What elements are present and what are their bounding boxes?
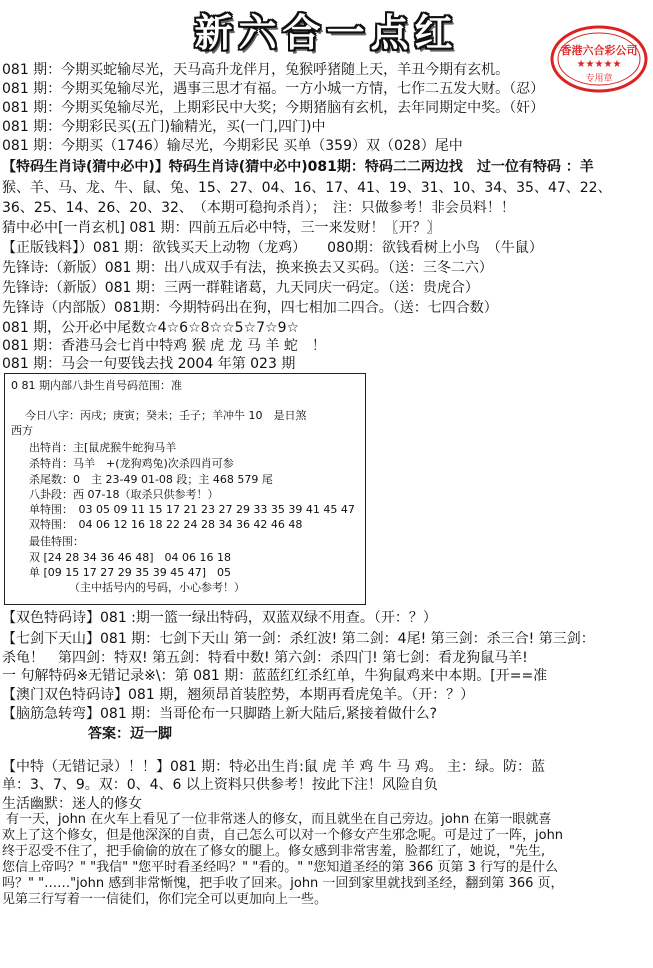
- story-line: 有一天，john 在火车上看见了一位非常迷人的修女，而且就坐在自己旁边。john 在第一眼就喜: [6, 812, 552, 827]
- text-line: 先锋诗:（新版）081 期：出八成双手有法，换来换去又买码。（送：三冬二六）: [2, 260, 493, 276]
- text-line: 081 期：今期买（1746）输尽光，今期彩民 买单（359）双（028）尾中: [2, 138, 463, 154]
- text-line: 猴、羊、马、龙、牛、鼠、兔、15、27、04、16、17、41、19、31、10、34、35、47、22、: [2, 180, 612, 196]
- box-line: 0 81 期内部八卦生肖号码范围：准: [11, 379, 182, 392]
- box-line: 西方: [11, 424, 33, 437]
- box-line: 双特围： 04 06 12 16 18 22 24 28 34 36 42 46 48: [29, 518, 303, 531]
- page-title: 新六合一点红: [194, 11, 459, 55]
- text-line: 081 期：马会一句要钱去找 2004 年第 023 期: [2, 356, 296, 372]
- text-line: 杀龟！ 第四剑：特双! 第五剑：特看中数! 第六剑：杀四门! 第七剑：看龙狗鼠马羊!: [2, 650, 528, 666]
- story-line: 终于忍受不住了，把手偷偷的放在了修女的腿上。修女感到非常害羞，脸都红了，她说，"先生,: [2, 844, 546, 859]
- seal-text: 香港六合彩公司: [560, 44, 638, 57]
- story-line: 欢上了这个修女，但是他深深的自责，自己怎么可以对一个修女产生邪念呢。可是过了一阵，john: [2, 828, 564, 843]
- story-line: 见第三行写着一一信徒们，你们完全可以更加向上一些。: [2, 892, 328, 907]
- text-line: 先锋诗:（新版）081 期：三两一群鞋诸葛，九天同庆一码定。（送：贵虎合）: [2, 280, 479, 296]
- box-line: 单特围： 03 05 09 11 15 17 21 23 27 29 33 35 39 41 45 47: [29, 503, 355, 516]
- story-line: 您信上帝吗？" "我信" "您平时看圣经吗？" "看的。" "您知道圣经的第 366 页第 3 行写的是什么: [2, 860, 558, 875]
- seal-sub: 专用章: [585, 74, 613, 84]
- text-line: 36、25、14、26、20、32、 （本期可稳拘杀肖）； 注：只做参考！非会员料！！: [2, 200, 515, 216]
- text-line: 081 期：今期彩民买(五门)输精光，买(一门,四门)中: [2, 119, 326, 135]
- text-line: 单：3、7、9。双：0、4、6 以上资料只供参考！按此下注！风险自负: [2, 777, 438, 793]
- box-line: （主中括号内的号码，小心参考！）: [69, 581, 245, 594]
- text-line: 081 期，公开必中尾数☆4☆6☆8☆☆5☆7☆9☆: [2, 320, 300, 336]
- text-line: 【正版钱料】）081 期：欲钱买天上动物（龙鸡） 080期：欲钱看树上小鸟 （牛鼠）: [2, 240, 543, 256]
- answer-line: 答案：迈一脚: [88, 726, 172, 742]
- text-line: 【七剑下天山】081 期：七剑下天山 第一剑：杀红波! 第二剑：4尾! 第三剑：杀三合! 第三剑：: [2, 631, 595, 647]
- box-line: 出特肖：主[鼠虎猴牛蛇狗马羊: [29, 441, 177, 454]
- box-line: 杀特肖：马羊 +(龙狗鸡兔)次杀四肖可参: [29, 457, 234, 470]
- text-line: 081 期：今期买兔输尽光，上期彩民中大奖；今期猪脑有玄机，去年同期定中奖。（奸）: [2, 100, 545, 116]
- text-line: 一 句解特码※无错记录※\：第 081 期：蓝蓝红红杀红单，牛狗鼠鸡来中本期。[开==准: [2, 668, 548, 684]
- text-line: 081 期：香港马会七肖中特鸡 猴 虎 龙 马 羊 蛇 ！: [2, 338, 326, 354]
- box-line: 最佳特围：: [29, 535, 84, 548]
- box-line: 单 [09 15 17 27 29 35 39 45 47] 05: [29, 566, 232, 579]
- box-line: 杀尾数：0 主 23-49 01-08 段；主 468 579 尾: [29, 473, 273, 486]
- text-line: 081 期：今期买兔输尽光，遇事三思才有福。一方小城一方情，七作二五发大财。（忍）: [2, 81, 545, 97]
- text-line: 【中特（无错记录）！！】081 期：特必出生肖:鼠 虎 羊 鸡 牛 马 鸡。 主：绿。防：蓝: [2, 759, 546, 775]
- text-line: 081 期：今期买蛇输尽光，天马高升龙伴月，兔猴呼猪随上天，羊丑今期有玄机。: [2, 62, 510, 78]
- box-line: 今日八字：丙戌；庚寅；癸未；壬子；羊冲牛 10 是日煞: [25, 409, 307, 422]
- box-line: 双 [24 28 34 36 46 48] 04 06 16 18: [29, 551, 232, 564]
- text-line: 【双色特码诗】081 :期一篮一绿出特码，双蓝双绿不用查。（开：？）: [2, 610, 437, 626]
- text-line: 【脑筋急转弯】081 期：当哥伦布一只脚踏上新大陆后,紧接着做什么?: [2, 706, 438, 722]
- bagua-box: [4, 373, 366, 605]
- text-line: 猜中必中[一肖玄机] 081 期：四前五后必中特，三一来发财！〖开？〗: [2, 220, 441, 236]
- box-line: 八卦段：西 07-18（取杀只供参考！）: [29, 488, 219, 501]
- text-line: 【特码生肖诗(猜中必中)】特码生肖诗(猜中必中)081期：特码二二两边找 过一位有特码 ：羊: [2, 159, 594, 175]
- text-line: 【澳门双色特码诗】081 期，翘须昂首装腔势，本期再看虎兔羊。（开：？）: [2, 687, 475, 703]
- text-line: 先锋诗（内部版）081期：今期特码出在狗，四七相加二四合。（送：七四合数）: [2, 300, 498, 316]
- story-line: 吗？" "……"john 感到非常惭愧，把手收了回来。john 一回到家里就找到圣经，翻到第 366 页，: [2, 876, 564, 891]
- svg-text:★★★★★: ★★★★★: [576, 59, 622, 70]
- story-title: 生活幽默：迷人的修女: [2, 796, 142, 812]
